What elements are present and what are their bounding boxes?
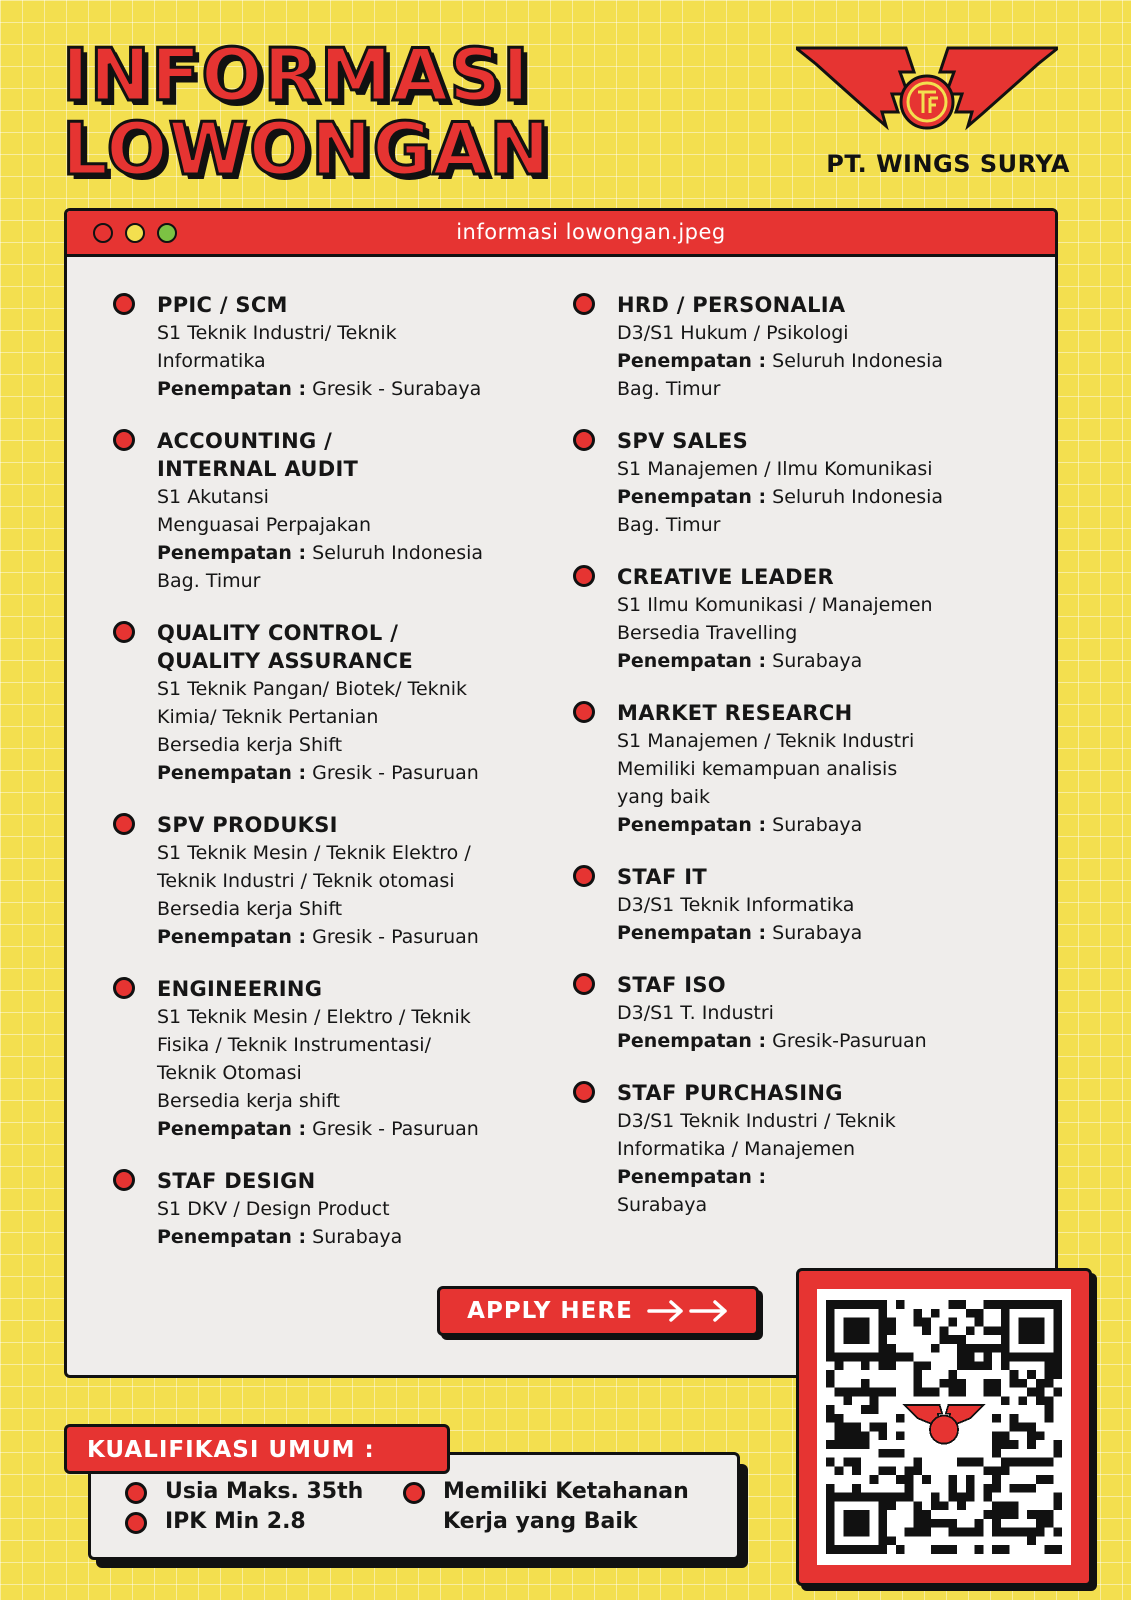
placement-extra: Bag. Timur: [617, 378, 721, 400]
job-requirement: S1 Teknik Mesin / Elektro / Teknik: [157, 1006, 471, 1028]
job-title: QUALITY ASSURANCE: [157, 649, 414, 673]
placement-value: Seluruh Indonesia: [312, 542, 484, 564]
job-requirement: Bersedia kerja Shift: [157, 898, 343, 920]
placement-label: Penempatan :: [617, 922, 767, 944]
job-placement: [157, 1115, 533, 1143]
placement-value: Gresik - Pasuruan: [312, 762, 479, 784]
placement-value: Surabaya: [772, 814, 863, 836]
title-line-1: INFORMASI: [62, 33, 530, 117]
winged-logo-icon: [796, 42, 1058, 142]
job-requirement: Informatika: [157, 350, 266, 372]
bullet-icon: [113, 293, 135, 315]
placement-label: Penempatan :: [157, 926, 307, 948]
bullet-icon: [113, 621, 135, 643]
job-requirement: S1 Teknik Pangan/ Biotek/ Teknik: [157, 678, 468, 700]
placement-value: Gresik - Pasuruan: [312, 926, 479, 948]
job-requirement: Bersedia Travelling: [617, 622, 798, 644]
job-placement: [617, 347, 1013, 375]
job-listing: [573, 291, 1013, 403]
job-placement: [157, 539, 533, 567]
bullet-icon: [573, 1081, 595, 1103]
page-title: [62, 33, 551, 191]
job-requirement: Bersedia kerja shift: [157, 1090, 340, 1112]
job-placement: [617, 811, 1013, 839]
job-title: CREATIVE LEADER: [617, 565, 835, 589]
job-placement: [617, 647, 1013, 675]
job-placement: [617, 1163, 1013, 1191]
job-requirement: D3/S1 Teknik Informatika: [617, 894, 855, 916]
job-requirement: D3/S1 Teknik Industri / Teknik: [617, 1110, 896, 1132]
job-listing: [573, 563, 1013, 675]
job-title: STAF DESIGN: [157, 1169, 316, 1193]
job-requirement: S1 Teknik Industri/ Teknik: [157, 322, 397, 344]
job-listing: [573, 427, 1013, 539]
job-title: STAF PURCHASING: [617, 1081, 843, 1105]
job-listing: [113, 1167, 533, 1251]
placement-label: Penempatan :: [157, 1118, 307, 1140]
bullet-icon: [125, 1512, 147, 1534]
job-requirement: D3/S1 Hukum / Psikologi: [617, 322, 849, 344]
placement-extra: Surabaya: [617, 1194, 708, 1216]
bullet-icon: [113, 977, 135, 999]
job-title: PPIC / SCM: [157, 293, 288, 317]
placement-label: Penempatan :: [157, 762, 307, 784]
job-requirement: S1 Akutansi: [157, 486, 269, 508]
company-name: PT. WINGS SURYA: [826, 150, 1070, 178]
bullet-icon: [573, 429, 595, 451]
job-column-right: [573, 291, 1013, 1243]
bullet-icon: [573, 865, 595, 887]
job-title: HRD / PERSONALIA: [617, 293, 846, 317]
job-listing: [573, 863, 1013, 947]
qr-code-icon[interactable]: [817, 1289, 1071, 1565]
title-line-2: LOWONGAN: [62, 107, 551, 191]
job-requirement: Teknik Industri / Teknik otomasi: [157, 870, 455, 892]
job-requirement: D3/S1 T. Industri: [617, 1002, 774, 1024]
bullet-icon: [573, 293, 595, 315]
qualification-heading: KUALIFIKASI UMUM :: [64, 1424, 450, 1474]
job-placement: [617, 1027, 1013, 1055]
job-placement: [617, 483, 1013, 511]
placement-extra: Bag. Timur: [157, 570, 261, 592]
job-requirement: S1 Manajemen / Ilmu Komunikasi: [617, 458, 933, 480]
double-arrow-right-icon: [647, 1298, 729, 1324]
job-title: STAF IT: [617, 865, 707, 889]
placement-value: Surabaya: [312, 1226, 403, 1248]
job-requirement: Teknik Otomasi: [157, 1062, 302, 1084]
bullet-icon: [403, 1482, 425, 1504]
job-listing: [113, 291, 533, 403]
job-listing: [113, 619, 533, 787]
job-requirement: yang baik: [617, 786, 711, 808]
placement-label: Penempatan :: [617, 486, 767, 508]
bullet-icon: [573, 973, 595, 995]
window-filename: informasi lowongan.jpeg: [456, 220, 726, 244]
placement-label: Penempatan :: [157, 1226, 307, 1248]
placement-label: Penempatan :: [617, 650, 767, 672]
window-titlebar: [67, 211, 1055, 257]
job-requirement: Fisika / Teknik Instrumentasi/: [157, 1034, 431, 1056]
job-listing: [573, 699, 1013, 839]
bullet-icon: [125, 1482, 147, 1504]
job-listing-window: [64, 208, 1058, 1378]
placement-label: Penempatan :: [617, 814, 767, 836]
job-column-left: [113, 291, 533, 1275]
job-title: ENGINEERING: [157, 977, 323, 1001]
job-requirement: S1 Teknik Mesin / Teknik Elektro /: [157, 842, 471, 864]
placement-label: Penempatan :: [157, 378, 307, 400]
placement-value: Gresik - Surabaya: [312, 378, 482, 400]
job-placement: [157, 923, 533, 951]
job-title: MARKET RESEARCH: [617, 701, 853, 725]
job-listing: [113, 975, 533, 1143]
placement-value: Surabaya: [772, 922, 863, 944]
job-listing: [573, 1079, 1013, 1219]
job-requirement: Menguasai Perpajakan: [157, 514, 371, 536]
job-requirement: S1 Manajemen / Teknik Industri: [617, 730, 915, 752]
job-listing: [113, 811, 533, 951]
placement-extra: Bag. Timur: [617, 514, 721, 536]
bullet-icon: [573, 701, 595, 723]
placement-label: Penempatan :: [617, 1030, 767, 1052]
qr-code-graphic: [817, 1289, 1071, 1565]
qr-code-frame[interactable]: [796, 1268, 1092, 1586]
placement-value: Surabaya: [772, 650, 863, 672]
bullet-icon: [113, 1169, 135, 1191]
job-placement: [157, 375, 533, 403]
qualification-item: IPK Min 2.8: [125, 1507, 306, 1537]
job-title: INTERNAL AUDIT: [157, 457, 359, 481]
placement-value: Seluruh Indonesia: [772, 486, 944, 508]
bullet-icon: [573, 565, 595, 587]
placement-value: Seluruh Indonesia: [772, 350, 944, 372]
placement-value: Gresik - Pasuruan: [312, 1118, 479, 1140]
job-requirement: Memiliki kemampuan analisis: [617, 758, 898, 780]
job-placement: [617, 919, 1013, 947]
qualification-item: Memiliki Ketahanan Kerja yang Baik: [403, 1477, 689, 1537]
job-title: ACCOUNTING /: [157, 429, 333, 453]
bullet-icon: [113, 813, 135, 835]
placement-label: Penempatan :: [617, 350, 767, 372]
job-placement: [157, 759, 533, 787]
job-requirement: Informatika / Manajemen: [617, 1138, 856, 1160]
placement-label: Penempatan :: [617, 1166, 767, 1188]
apply-button-label: APPLY HERE: [467, 1298, 633, 1324]
placement-value: Gresik-Pasuruan: [772, 1030, 927, 1052]
job-title: QUALITY CONTROL /: [157, 621, 399, 645]
qualification-item: Usia Maks. 35th: [125, 1477, 363, 1507]
placement-label: Penempatan :: [157, 542, 307, 564]
job-requirement: S1 Ilmu Komunikasi / Manajemen: [617, 594, 933, 616]
job-listing: [113, 427, 533, 595]
job-requirement: Kimia/ Teknik Pertanian: [157, 706, 379, 728]
job-placement: [157, 1223, 533, 1251]
bullet-icon: [113, 429, 135, 451]
job-title: STAF ISO: [617, 973, 726, 997]
job-title: SPV SALES: [617, 429, 749, 453]
job-requirement: S1 DKV / Design Product: [157, 1198, 390, 1220]
apply-here-button[interactable]: [437, 1286, 759, 1336]
job-requirement: Bersedia kerja Shift: [157, 734, 343, 756]
job-listing: [573, 971, 1013, 1055]
job-title: SPV PRODUKSI: [157, 813, 338, 837]
